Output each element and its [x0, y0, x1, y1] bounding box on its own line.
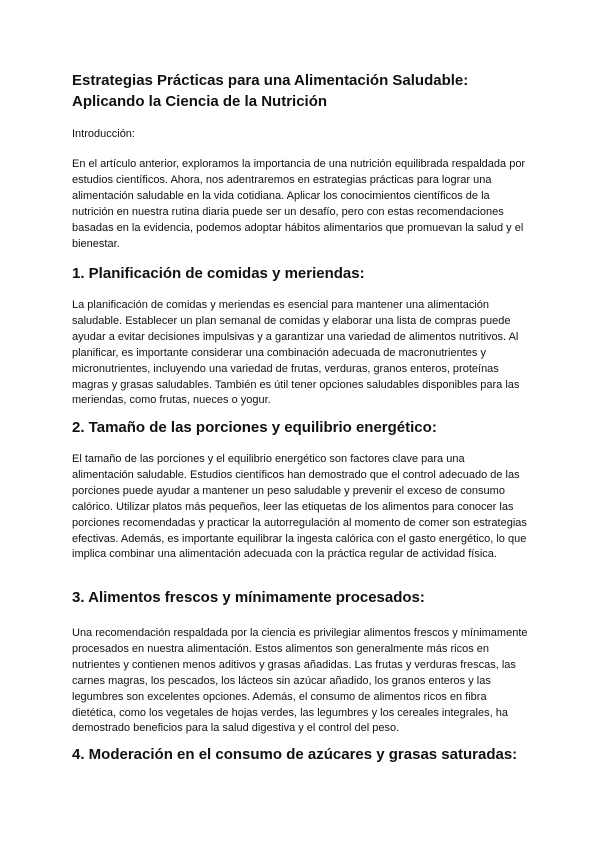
section-body-1: La planificación de comidas y meriendas es esencial para mantener una alimentación saludable. Establecer un plan semanal de comidas y elaborar una lista de compras puede ayudar a evitar decisiones impulsivas y a garantizar una variedad de alimentos nutritivos. Al planificar, es importante considerar una combinación adecuada de macronutrientes y micronutrientes, incluyendo una variedad de frutas, verduras, granos enteros, proteínas magras y grasas saludables. También es útil tener opciones saludables disponibles para las meriendas, como frutas, nueces o yogur. — [72, 299, 520, 407]
section-heading-4: 4. Moderación en el consumo de azúcares y grasas saturadas: — [72, 746, 518, 763]
document-title: Estrategias Prácticas para una Alimentación Saludable: Aplicando la Ciencia de la Nutrición — [72, 72, 469, 110]
section-body-3: Una recomendación respaldada por la ciencia es privilegiar alimentos frescos y mínimamente procesados en nuestra alimentación. Estos alimentos son generalmente más ricos en nutrientes y contienen menos aditivos y grasas añadidas. Las frutas y verduras frescas, las carnes magras, los pescados, los lácteos sin azúcar añadido, los granos enteros y las legumbres son excelentes opciones. Además, el consumo de alimentos ricos en fibra dietética, como los vegetales de hojas verdes, las legumbres y los cereales integrales, ha demostrado beneficios para la salud digestiva y el control del peso. — [72, 627, 528, 735]
intro-paragraph: En el artículo anterior, exploramos la importancia de una nutrición equilibrada respaldada por estudios científicos. Ahora, nos adentraremos en estrategias prácticas para lograr una alimentación saludable en la vida cotidiana. Aplicar los conocimientos científicos de la nutrición en nuestra rutina diaria puede ser un desafío, pero con estas recomendaciones basadas en la evidencia, podemos adoptar hábitos alimentarios que promuevan la salud y el bienestar. — [72, 158, 526, 250]
section-heading-1: 1. Planificación de comidas y meriendas: — [72, 265, 365, 282]
section-heading-3: 3. Alimentos frescos y mínimamente procesados: — [72, 589, 425, 606]
intro-label: Introducción: — [72, 128, 135, 140]
section-body-2: El tamaño de las porciones y el equilibrio energético son factores clave para una alimentación saludable. Estudios científicos han demostrado que el control adecuado de las porciones puede ayudar a mantener un peso saludable y prevenir el exceso de consumo calórico. Utilizar platos más pequeños, leer las etiquetas de los alimentos para conocer las porciones recomendadas y practicar la autorregulación al momento de comer son estrategias efectivas. Además, es importante equilibrar la ingesta calórica con el gasto energético, lo que implica combinar una alimentación adecuada con la práctica regular de actividad física. — [72, 453, 527, 561]
section-heading-2: 2. Tamaño de las porciones y equilibrio energético: — [72, 419, 437, 436]
